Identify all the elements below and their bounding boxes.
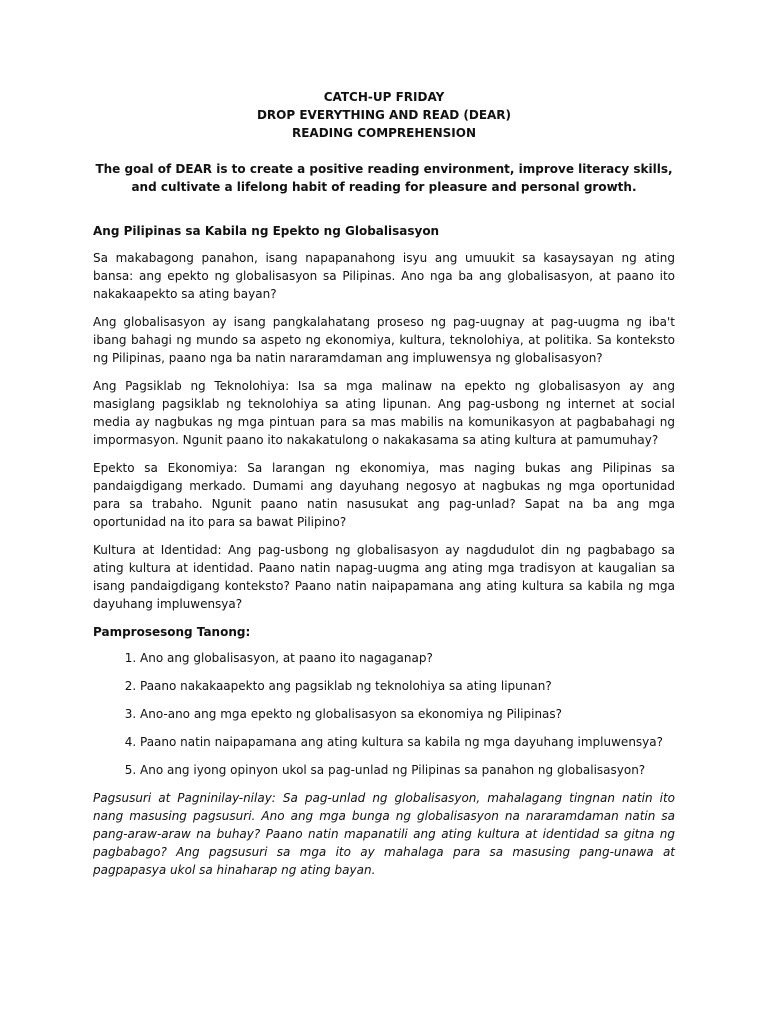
header-line-dear: DROP EVERYTHING AND READ (DEAR) xyxy=(256,108,512,122)
document-header xyxy=(93,88,675,142)
article-title: Ang Pilipinas sa Kabila ng Epekto ng Globalisasyon xyxy=(93,224,440,238)
goal-statement: The goal of DEAR is to create a positive reading environment, improve literacy skills, and cultivate a lifelong habit of reading for pleasure and personal growth. xyxy=(95,162,673,194)
question-item: 4. Paano natin naipapamana ang ating kultura sa kabila ng mga dayuhang impluwensya? xyxy=(140,733,675,751)
question-item: 5. Ano ang iyong opinyon ukol sa pag-unlad ng Pilipinas sa panahon ng globalisasyon? xyxy=(140,761,675,779)
reflection-paragraph: Pagsusuri at Pagninilay-nilay: Sa pag-unlad ng globalisasyon, mahalagang tingnan natin ito nang masusing pagsusuri. Ano ang mga bunga ng globalisasyon na nararamdaman natin sa pang-araw-araw na buhay? Paano natin mapanatili ang ating kultura at identidad sa gitna ng pagbabago? Ang pagsusuri sa mga ito ay mahalaga para sa masusing pang-unawa at pagpapasya ukol sa hinaharap ng ating bayan. xyxy=(93,791,675,877)
question-item: 2. Paano nakakaapekto ang pagsiklab ng teknolohiya sa ating lipunan? xyxy=(140,677,675,695)
question-item: 1. Ano ang globalisasyon, at paano ito nagaganap? xyxy=(140,649,675,667)
questions-list xyxy=(93,649,675,779)
article-paragraph: Sa makabagong panahon, isang napapanahong isyu ang umuukit sa kasaysayan ng ating bansa: ang epekto ng globalisasyon sa Pilipinas. Ano nga ba ang globalisasyon, at paano ito nakakaapekto sa ating bayan? xyxy=(93,251,675,301)
article-paragraph: Ang globalisasyon ay isang pangkalahatang proseso ng pag-uugnay at pag-uugma ng iba't ibang bahagi ng mundo sa aspeto ng ekonomiya, kultura, teknolohiya, at politika. Sa konteksto ng Pilipinas, paano nga ba natin nararamdaman ang impluwensya ng globalisasyon? xyxy=(93,315,675,365)
question-item: 3. Ano-ano ang mga epekto ng globalisasyon sa ekonomiya ng Pilipinas? xyxy=(140,705,675,723)
article-paragraph: Epekto sa Ekonomiya: Sa larangan ng ekonomiya, mas naging bukas ang Pilipinas sa pandaigdigang merkado. Dumami ang dayuhang negosyo at nagbukas ng mga oportunidad para sa trabaho. Ngunit paano natin nasusukat ang pag-unlad? Sapat na ba ang mga oportunidad na ito para sa bawat Pilipino? xyxy=(93,461,675,529)
article-paragraph: Ang Pagsiklab ng Teknolohiya: Isa sa mga malinaw na epekto ng globalisasyon ay ang masiglang pagsiklab ng teknolohiya sa ating lipunan. Ang pag-usbong ng internet at social media ay nagbukas ng mga pintuan para sa mas mabilis na komunikasyon at pagbabahagi ng impormasyon. Ngunit paano ito nakakatulong o nakakasama sa ating kultura at pamumuhay? xyxy=(93,379,675,447)
header-line-catch-up-friday: CATCH-UP FRIDAY xyxy=(323,90,445,104)
questions-title: Pamprosesong Tanong: xyxy=(93,625,251,639)
article-paragraph: Kultura at Identidad: Ang pag-usbong ng globalisasyon ay nagdudulot din ng pagbabago sa ating kultura at identidad. Paano natin napag-uugma ang ating mga tradisyon at kaugalian sa isang pandaigdigang konteksto? Paano natin naipapamana ang ating kultura sa kabila ng mga dayuhang impluwensya? xyxy=(93,543,675,611)
header-line-reading-comprehension: READING COMPREHENSION xyxy=(291,126,477,140)
